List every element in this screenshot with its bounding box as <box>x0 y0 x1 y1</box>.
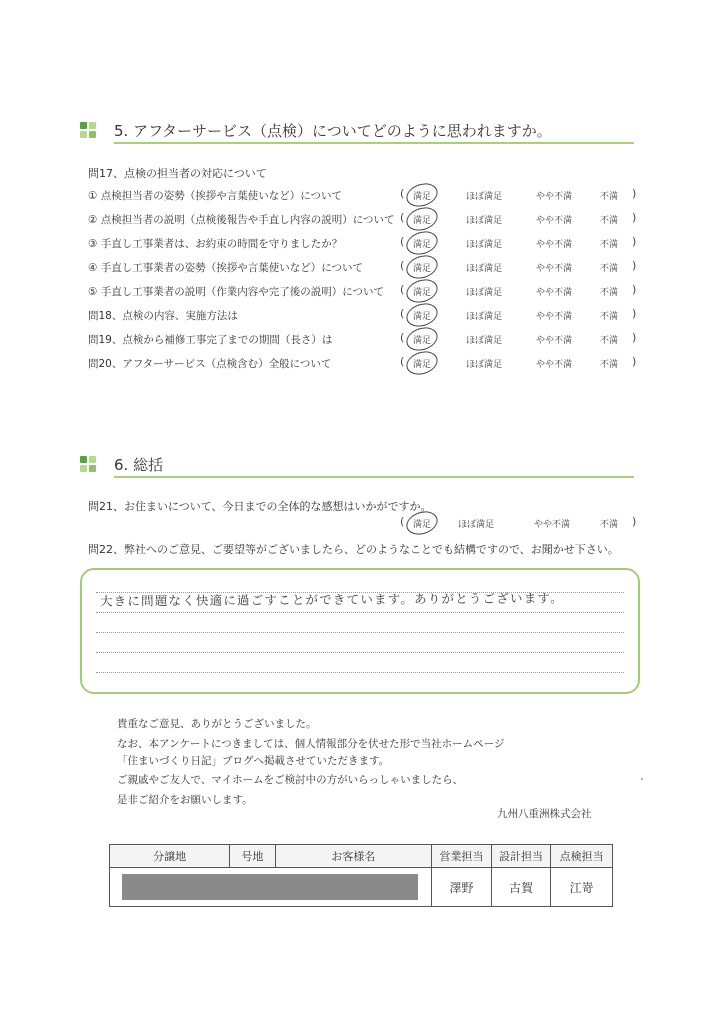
header-inspection-staff: 点検担当 <box>551 845 613 868</box>
header-customer-name: お客様名 <box>275 845 432 868</box>
option-1[interactable]: ほぼ満足 <box>466 216 503 226</box>
option-3[interactable]: 不満 <box>600 216 619 226</box>
company-name: 九州八重洲株式会社 <box>497 808 592 820</box>
section-6-title: 6. 総括 <box>114 456 164 474</box>
question-row-text: ② 点検担当者の説明（点検後報告や手直し内容の説明）について <box>88 214 395 226</box>
bullet-square-icon <box>89 456 96 463</box>
option-0[interactable]: 満足 <box>413 360 432 370</box>
closing-line-2: なお、本アンケートにつきましては、個人情報部分を伏せた形で当社ホームページ <box>117 738 505 750</box>
question-22-label: 問22、弊社へのご意見、ご要望等がございましたら、どのようなことでも結構ですので、お聞かせ下さい。 <box>88 543 619 556</box>
option-3[interactable]: 不満 <box>600 264 619 274</box>
inspection-staff-name: 江嵜 <box>551 868 613 907</box>
option-1[interactable]: ほぼ満足 <box>466 240 503 250</box>
dotted-line <box>96 672 624 673</box>
option-2[interactable]: やや不満 <box>536 192 573 202</box>
bullet-square-icon <box>89 465 96 472</box>
option-2[interactable]: やや不満 <box>536 264 573 274</box>
close-paren: ) <box>632 515 637 528</box>
header-lot-number: 号地 <box>230 845 275 868</box>
redaction-block <box>122 874 418 900</box>
dotted-line <box>96 612 624 613</box>
comment-box <box>80 568 640 694</box>
selected-circle-mark <box>403 252 440 283</box>
option-3[interactable]: 不満 <box>600 360 619 370</box>
option-0[interactable]: 満足 <box>413 264 432 274</box>
option-1[interactable]: ほぼ満足 <box>466 264 503 274</box>
option-2[interactable]: やや不満 <box>536 312 573 322</box>
question-row-text: 問18、点検の内容、実施方法は <box>88 310 238 322</box>
section-divider <box>114 476 634 478</box>
staff-table <box>109 844 613 907</box>
close-paren: ) <box>632 331 637 344</box>
open-paren: ( <box>400 187 405 200</box>
option-3[interactable]: 不満 <box>600 192 619 202</box>
section-5-title: 5. アフターサービス（点検）についてどのように思われますか。 <box>114 122 552 140</box>
selected-circle-mark <box>403 276 440 307</box>
option-3[interactable]: 不満 <box>600 240 619 250</box>
handwritten-comment: 大きに問題なく快適に過ごすことができています。ありがとうございます。 <box>99 590 564 609</box>
selected-circle-mark <box>403 348 440 379</box>
option-2[interactable]: やや不満 <box>536 336 573 346</box>
bullet-square-icon <box>89 122 96 129</box>
design-staff-name: 古賀 <box>491 868 551 907</box>
option-2[interactable]: やや不満 <box>536 216 573 226</box>
option-1[interactable]: ほぼ満足 <box>466 192 503 202</box>
closing-line-3: 「住まいづくり日記」ブログへ掲載させていただきます。 <box>117 755 390 767</box>
question-row-text: ① 点検担当者の姿勢（挨拶や言葉使いなど）について <box>88 190 343 202</box>
option-0[interactable]: 満足 <box>413 336 432 346</box>
option-1[interactable]: ほぼ満足 <box>466 336 503 346</box>
option-0[interactable]: 満足 <box>413 288 432 298</box>
selected-circle-mark <box>403 228 440 259</box>
q21-option-1[interactable]: ほぼ満足 <box>458 520 495 530</box>
question-row-text: ⑤ 手直し工事業者の説明（作業内容や完了後の説明）について <box>88 286 385 298</box>
open-paren: ( <box>400 235 405 248</box>
dotted-line <box>96 632 624 633</box>
question-row-text: 問20、アフターサービス（点検含む）全般について <box>88 358 332 370</box>
q21-option-0[interactable]: 満足 <box>413 520 432 530</box>
header-design-staff: 設計担当 <box>491 845 551 868</box>
bullet-square-icon <box>80 122 87 129</box>
open-paren: ( <box>400 283 405 296</box>
q21-option-2[interactable]: やや不満 <box>534 520 571 530</box>
close-paren: ) <box>632 259 637 272</box>
close-paren: ) <box>632 283 637 296</box>
close-paren: ) <box>632 307 637 320</box>
scan-speck <box>641 778 643 780</box>
redacted-customer-cell <box>110 868 432 907</box>
option-0[interactable]: 満足 <box>413 312 432 322</box>
question-row-text: 問19、点検から補修工事完了までの期間（長さ）は <box>88 334 333 346</box>
q21-option-3[interactable]: 不満 <box>600 520 619 530</box>
open-paren: ( <box>400 515 405 528</box>
close-paren: ) <box>632 187 637 200</box>
open-paren: ( <box>400 211 405 224</box>
selected-circle-mark <box>403 204 440 235</box>
close-paren: ) <box>632 235 637 248</box>
closing-line-5: 是非ご紹介をお願いします。 <box>117 794 253 806</box>
closing-line-1: 貴重なご意見、ありがとうございました。 <box>117 718 317 730</box>
section-divider <box>114 142 634 144</box>
option-1[interactable]: ほぼ満足 <box>466 360 503 370</box>
section-5-header <box>80 118 634 144</box>
option-0[interactable]: 満足 <box>413 240 432 250</box>
bullet-square-icon <box>80 465 87 472</box>
option-2[interactable]: やや不満 <box>536 240 573 250</box>
bullet-square-icon <box>89 131 96 138</box>
sales-staff-name: 澤野 <box>432 868 492 907</box>
selected-circle-mark <box>403 180 440 211</box>
option-2[interactable]: やや不満 <box>536 288 573 298</box>
option-1[interactable]: ほぼ満足 <box>466 288 503 298</box>
open-paren: ( <box>400 355 405 368</box>
section-6-header <box>80 452 634 478</box>
option-2[interactable]: やや不満 <box>536 360 573 370</box>
question-17-label: 問17、点検の担当者の対応について <box>88 167 267 180</box>
option-3[interactable]: 不満 <box>600 336 619 346</box>
option-3[interactable]: 不満 <box>600 312 619 322</box>
dotted-line <box>96 652 624 653</box>
selected-circle-mark <box>403 300 440 331</box>
option-0[interactable]: 満足 <box>413 192 432 202</box>
open-paren: ( <box>400 331 405 344</box>
open-paren: ( <box>400 307 405 320</box>
bullet-square-icon <box>80 456 87 463</box>
bullet-square-icon <box>80 131 87 138</box>
selected-circle-mark <box>403 324 440 355</box>
option-1[interactable]: ほぼ満足 <box>466 312 503 322</box>
closing-line-4: ご親戚やご友人で、マイホームをご検討中の方がいらっしゃいましたら、 <box>117 774 464 786</box>
option-3[interactable]: 不満 <box>600 288 619 298</box>
question-row-text: ③ 手直し工事業者は、お約束の時間を守りましたか？ <box>88 238 343 250</box>
close-paren: ) <box>632 355 637 368</box>
question-row-text: ④ 手直し工事業者の姿勢（挨拶や言葉使いなど）について <box>88 262 364 274</box>
option-0[interactable]: 満足 <box>413 216 432 226</box>
close-paren: ) <box>632 211 637 224</box>
header-sales-staff: 営業担当 <box>432 845 492 868</box>
header-subdivision: 分譲地 <box>110 845 230 868</box>
open-paren: ( <box>400 259 405 272</box>
question-21-label: 問21、お住まいについて、今日までの全体的な感想はいかがですか。 <box>88 500 432 513</box>
